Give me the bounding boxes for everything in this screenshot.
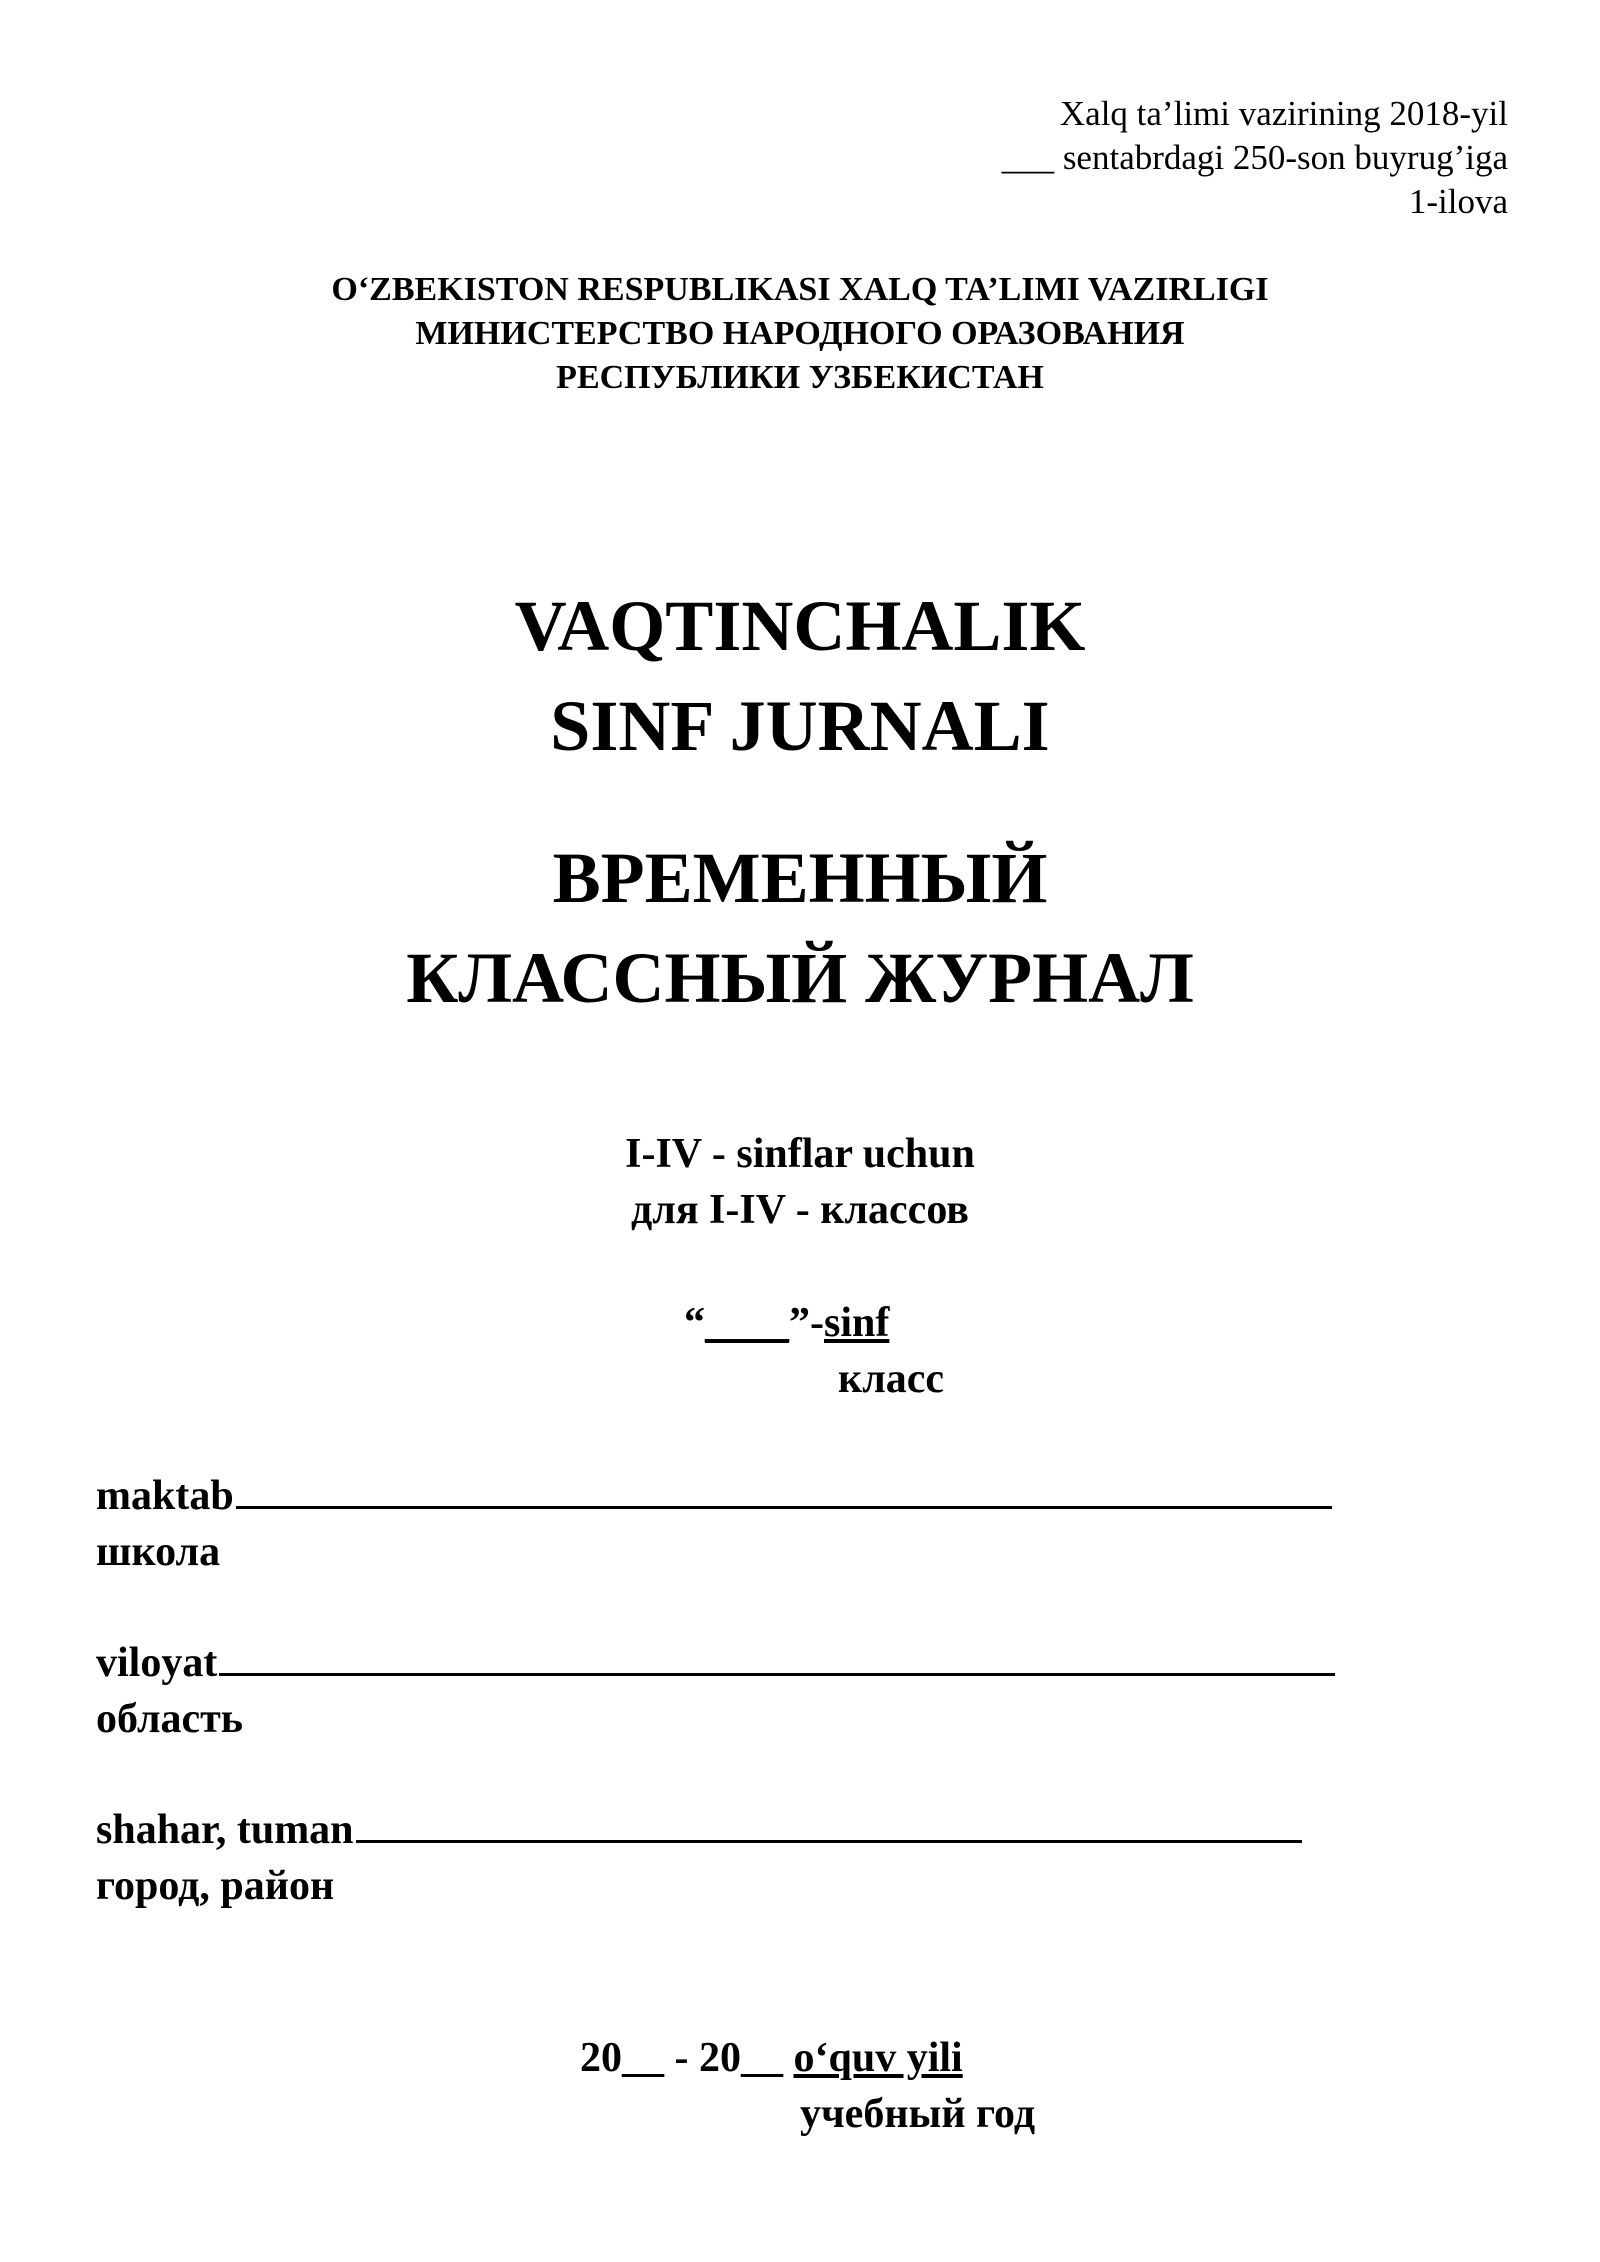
ministry-name-uz: O‘ZBEKISTON RESPUBLIKASI XALQ TA’LIMI VAZIRLIGI (331, 271, 1269, 308)
order-reference-line-1: Xalq ta’limi vazirining 2018-yil (1059, 94, 1508, 133)
title-ru-line-2: КЛАССНЫЙ ЖУРНАЛ (406, 938, 1194, 1018)
journal-title-uz (0, 576, 1600, 776)
ministry-name-ru-2: РЕСПУБЛИКИ УЗБЕКИСТАН (556, 359, 1044, 396)
grades-uz: I-IV - sinflar uchun (625, 1131, 975, 1177)
order-reference-line-3: 1-ilova (1408, 182, 1508, 221)
academic-year-label-uz: o‘quv yili (793, 2035, 963, 2081)
region-label-ru: область (96, 1696, 243, 1742)
city-input-line[interactable] (356, 1802, 1302, 1843)
grades-ru: для I-IV - классов (631, 1187, 969, 1233)
year-start[interactable]: 20__ (580, 2035, 664, 2081)
title-ru-line-1: ВРЕМЕННЫЙ (552, 838, 1048, 918)
city-label-ru: город, район (96, 1863, 335, 1909)
region-field[interactable] (96, 1635, 1335, 1747)
title-uz-line-2: SINF JURNALI (550, 686, 1050, 766)
academic-year-field[interactable] (580, 2030, 963, 2086)
order-reference (608, 92, 1508, 224)
class-close-quote: ”- (789, 1300, 824, 1346)
class-blank[interactable]: ____ (705, 1300, 789, 1346)
year-end[interactable]: 20__ (699, 2035, 783, 2081)
year-separator: - (664, 2035, 699, 2081)
academic-year-label-ru: учебный год (800, 2091, 1036, 2137)
city-label-uz: shahar, tuman (96, 1807, 354, 1853)
journal-title-ru (0, 828, 1600, 1028)
school-label-uz: maktab (96, 1473, 234, 1519)
region-label-uz: viloyat (96, 1640, 218, 1686)
city-field[interactable] (96, 1802, 1302, 1914)
school-label-ru: школа (96, 1529, 221, 1575)
school-input-line[interactable] (236, 1468, 1332, 1509)
school-field[interactable] (96, 1468, 1332, 1580)
class-label-ru: класс (838, 1356, 945, 1402)
ministry-name-ru-1: МИНИСТЕРСТВО НАРОДНОГО ОРАЗОВАНИЯ (415, 315, 1185, 352)
ministry-heading (0, 268, 1600, 400)
order-reference-line-2: ___ sentabrdagi 250-son buyrug’iga (1001, 138, 1508, 177)
title-uz-line-1: VAQTINCHALIK (514, 586, 1086, 666)
region-input-line[interactable] (219, 1635, 1335, 1676)
class-field[interactable] (684, 1295, 889, 1351)
class-label-uz: sinf (824, 1300, 890, 1346)
grades-label (0, 1126, 1600, 1238)
class-open-quote: “ (684, 1300, 705, 1346)
